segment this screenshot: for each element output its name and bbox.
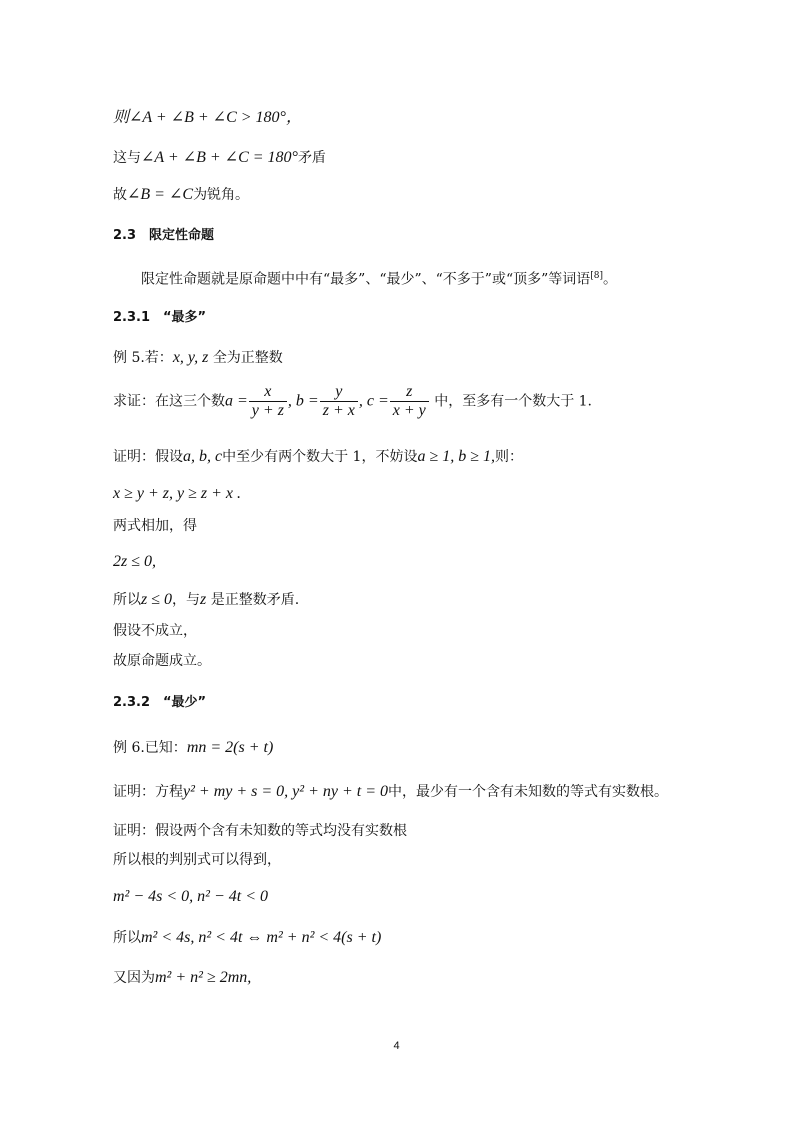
text: 故 <box>113 187 127 203</box>
text-line <box>113 348 283 368</box>
text-line <box>113 484 241 504</box>
fraction: $\frac{z}{x + y}$ <box>390 383 429 420</box>
text: 限定性命题就是原命题中中有“最多”、“最少”、“不多于”或“顶多”等词语 <box>141 271 591 288</box>
text-line <box>113 552 156 572</box>
math-expr: 2z ≤ 0, <box>113 553 157 570</box>
text: 。 <box>603 271 618 288</box>
text-line <box>113 928 381 948</box>
text: 全为正整数 <box>212 350 283 366</box>
math-expr: m² < 4s, n² < 4t ⇔ m² + n² < 4(s + t) <box>141 929 382 946</box>
math-expr: m² + n² ≥ 2mn, <box>155 969 252 986</box>
text: 中至少有两个数大于 1，不妨设 <box>222 449 418 465</box>
text: ，与 <box>172 592 201 608</box>
math-expr: , c = <box>358 392 389 410</box>
section-heading: 2.3 限定性命题 <box>113 228 215 243</box>
math-expr: a ≥ 1, b ≥ 1, <box>417 448 496 465</box>
math-expr: y² + my + s = 0, y² + ny + t = 0 <box>183 783 389 800</box>
math-expr: a, b, c <box>183 448 223 465</box>
subsection-heading: 2.3.2 “最少” <box>113 695 207 710</box>
text: 这与 <box>113 150 141 166</box>
text: 求证：在这三个数 <box>113 393 225 410</box>
math-expr: z ≤ 0 <box>141 591 173 608</box>
text-line <box>113 968 251 988</box>
text-line: 故原命题成立。 <box>113 653 211 669</box>
text-line <box>113 185 249 205</box>
text: 则： <box>495 449 524 465</box>
subsection-heading: 2.3.1 “最多” <box>113 310 207 325</box>
text: 为锐角。 <box>193 187 250 203</box>
text-line: 所以根的判别式可以得到， <box>113 852 281 868</box>
text-line <box>113 738 273 758</box>
text: 证明：假设 <box>113 449 183 465</box>
text-line: 两式相加，得 <box>113 518 197 534</box>
paragraph <box>141 266 617 290</box>
text: 是正整数矛盾. <box>210 592 300 608</box>
text: 又因为 <box>113 970 155 986</box>
math-expr: a = <box>225 392 248 410</box>
page-number: 4 <box>393 1040 400 1052</box>
text: 例 6.已知： <box>113 740 187 756</box>
text: 所以 <box>113 592 141 608</box>
text-line: 假设不成立， <box>113 623 197 639</box>
fraction: $\frac{y}{z + x}$ <box>320 383 358 420</box>
math-expr: , b = <box>287 392 319 410</box>
math-expr: ∠A + ∠B + ∠C = 180° <box>141 149 298 166</box>
math-expr: x ≥ y + z, y ≥ z + x . <box>113 485 242 502</box>
math-expr: z <box>200 591 207 608</box>
fraction: $\frac{x}{y + z}$ <box>249 383 287 420</box>
text: 中，最少有一个含有未知数的等式有实数根。 <box>388 784 669 800</box>
text-line <box>113 782 668 802</box>
math-expr: m² − 4s < 0, n² − 4t < 0 <box>113 888 269 905</box>
math-expr: 则∠A + ∠B + ∠C > 180°， <box>113 109 302 126</box>
text: 中，至多有一个数大于 1. <box>434 393 593 410</box>
text-line <box>113 887 268 907</box>
text-line <box>113 148 326 168</box>
text-line: 证明：假设两个含有未知数的等式均没有实数根 <box>113 823 407 839</box>
text-line <box>113 590 299 610</box>
text: 矛盾 <box>297 150 326 166</box>
text-line <box>113 108 302 128</box>
text-line <box>113 447 523 467</box>
text: 证明：方程 <box>113 784 183 800</box>
text: 所以 <box>113 930 141 946</box>
math-expr: mn = 2(s + t) <box>186 739 274 756</box>
text: 例 5.若： <box>113 350 173 366</box>
math-expr: ∠B = ∠C <box>127 186 194 203</box>
citation: [8] <box>590 271 604 281</box>
text-line <box>113 383 592 420</box>
math-expr: x, y, z <box>172 349 209 366</box>
